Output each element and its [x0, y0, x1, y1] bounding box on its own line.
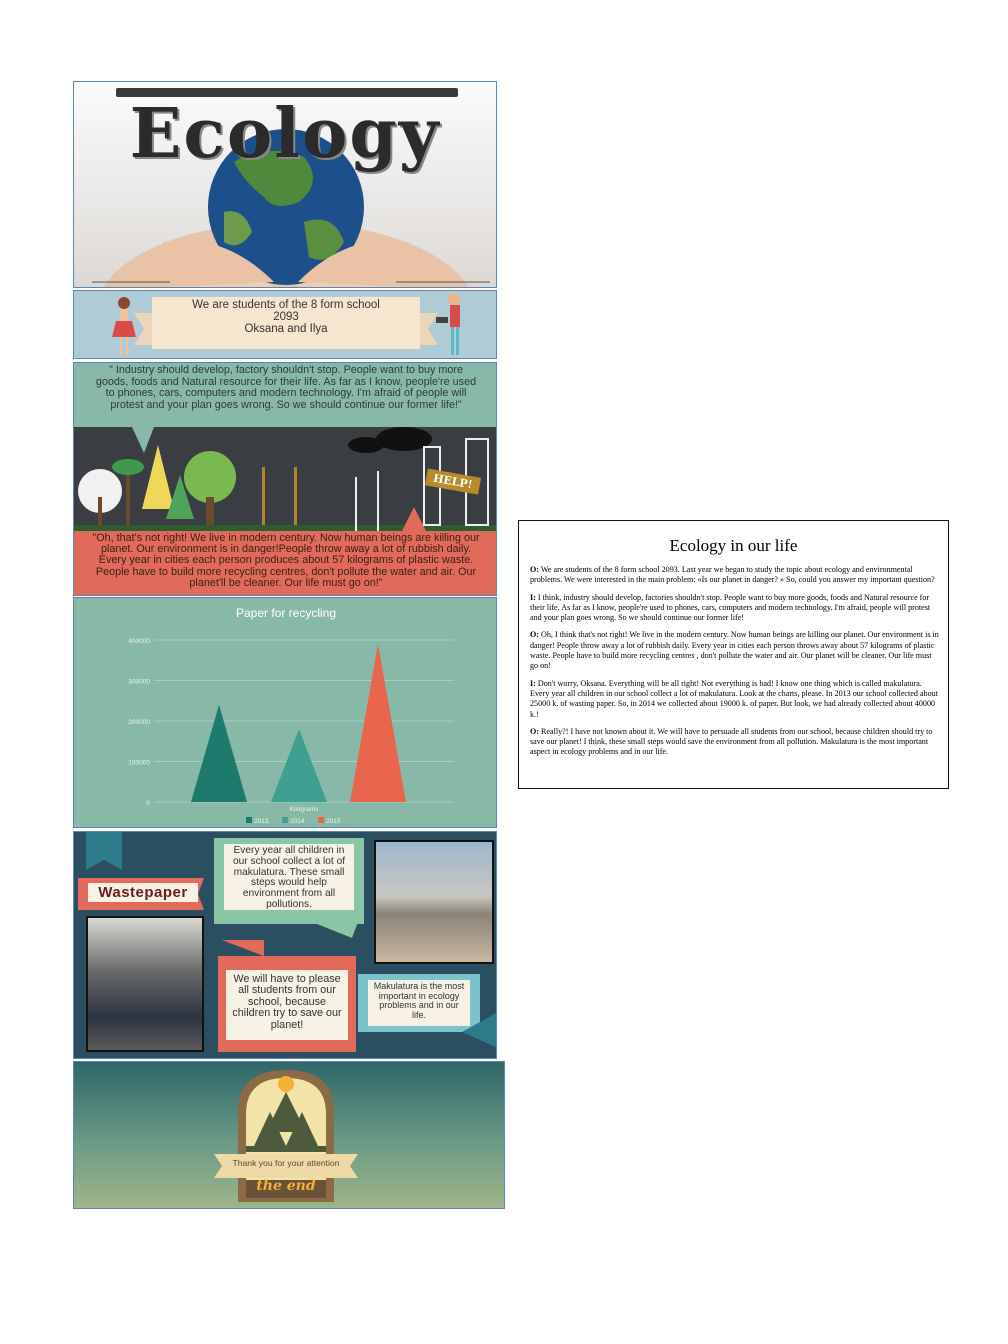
- x-axis-label: Kilograms: [289, 806, 319, 813]
- wastepaper-label: Wastepaper: [88, 883, 198, 902]
- y-tick-label: 400000: [128, 638, 150, 645]
- document-title: Ecology in our life: [669, 536, 798, 555]
- legend-swatch-2014: [282, 817, 288, 823]
- city-nature-illustration: [74, 427, 497, 531]
- the-end-text: the end: [256, 1178, 316, 1194]
- y-tick-label: 0: [146, 800, 150, 807]
- help-sign: HELP!: [425, 468, 481, 494]
- y-tick-label: 100000: [128, 759, 150, 767]
- ecology-hero-panel: [73, 81, 497, 288]
- paragraph-text: I think, industry should develop, factories shouldn't stop. People want to buy more goods, foods and Natural resource for their life. As far as I know, people're used to phones, cars, computers and modern technology. I'm afraid, people will protest and your plan goes wrong. So we should continue our former life!: [530, 592, 931, 623]
- paragraph: [530, 727, 940, 758]
- legend-label: 2015: [326, 818, 341, 825]
- collection-photo-1: [374, 840, 494, 964]
- wastepaper-panel: [73, 831, 497, 1059]
- document-body: [530, 565, 940, 765]
- y-tick-label: 300000: [128, 678, 150, 686]
- students-caption: [152, 299, 420, 335]
- makulatura-card: Makulatura is the most important in ecology problems and in our life.: [368, 980, 470, 1026]
- students-line-3: Oksana and Ilya: [244, 323, 328, 335]
- dialogue-document: [518, 520, 949, 789]
- y-tick-label: 200000: [128, 719, 150, 726]
- bar-2013: [191, 705, 247, 802]
- bar-2015: [350, 644, 406, 802]
- paragraph-text: Don't worry, Oksana. Everything will be all right! Not everything is bad! I know one thing which is called makulatura. Every year all children in our school collect a lot of makulatura. Look at the charts, please. In 2013 our school collected about 25000 k. of wasting paper. So, in 2014 we collected about 19000 k. of paper. But look, we had already collected about 40000 k.!: [530, 678, 938, 719]
- legend-swatch-2013: [246, 817, 252, 823]
- paragraph-text: Oh, I think that's not right! We live in the modern century. Now human beings are killing our planet. Our environment is in danger! People throw away a lot of rubbish daily. Every year in cities each person throws away about 57 kilograms of plastic waste. People have to build more recycling centres , don't pollute the water and air. Our planet will be cleaner. Our life must go on!: [530, 630, 939, 671]
- collection-photo-2: [86, 916, 204, 1052]
- paragraph: [530, 679, 940, 720]
- ecology-quote: "Oh, that's not right! We live in modern century. Now human beings are killing our planet. Our environment is in danger!People throw away a lot of rubbish daily. Every year in cities each person produces about 57 kilograms of plastic waste. People have to build more recycling centres, don't pollute the water and air. Our planet'll be cleaner. Our life must go on!": [92, 532, 480, 589]
- thanks-text: Thank you for your attention: [232, 1158, 340, 1168]
- students-line-2: 2093: [273, 311, 299, 323]
- recycling-chart-panel: [73, 597, 497, 828]
- collect-card: Every year all children in our school collect a lot of makulatura. These small steps would help environment from all pollutions.: [224, 844, 354, 910]
- paragraph-text: We are students of the 8 form school 2093. Last year we began to study the topic about ecology and environmental problems. We were interested in the main problem: «Is our planet in danger? » So, could you answer my important question?: [530, 565, 935, 585]
- end-panel: [73, 1061, 505, 1209]
- legend-label: 2013: [254, 818, 269, 825]
- paragraph: [530, 593, 940, 624]
- paragraph: [530, 565, 940, 586]
- please-card: We will have to please all students from our school, because children try to save our planet!: [226, 970, 348, 1040]
- chart-title: Paper for recycling: [235, 606, 337, 620]
- students-line-1: We are students of the 8 form school: [192, 299, 380, 311]
- speaker: O:: [530, 726, 539, 736]
- speaker: O:: [530, 565, 539, 574]
- hero-title: Ecology: [129, 94, 441, 174]
- speaker: I:: [530, 678, 536, 688]
- bar-2014: [271, 729, 327, 802]
- speaker: O:: [530, 630, 539, 640]
- industry-quote: " Industry should develop, factory shouldn't stop. People want to buy more goods, foods and Natural resource for their life. As far as I know, people're used to phones, cars, computers and modern technology. I'm afraid of people will protest and your plan goes wrong. So we should continue our former life!": [95, 364, 477, 411]
- recycling-chart: [74, 598, 497, 828]
- quote-panel: [73, 362, 497, 596]
- paragraph: [530, 630, 940, 671]
- students-panel: [73, 290, 497, 359]
- speaker: I:: [530, 592, 536, 602]
- paragraph-text: Really?! I have not known about it. We will have to persuade all students from our school, because children should try to save our planet! I think, these small steps would save the environment from all pollution. Makulatura is the most important aspect in ecology problems and in our life.: [530, 726, 933, 757]
- legend-swatch-2015: [318, 817, 324, 823]
- legend-label: 2014: [290, 818, 305, 825]
